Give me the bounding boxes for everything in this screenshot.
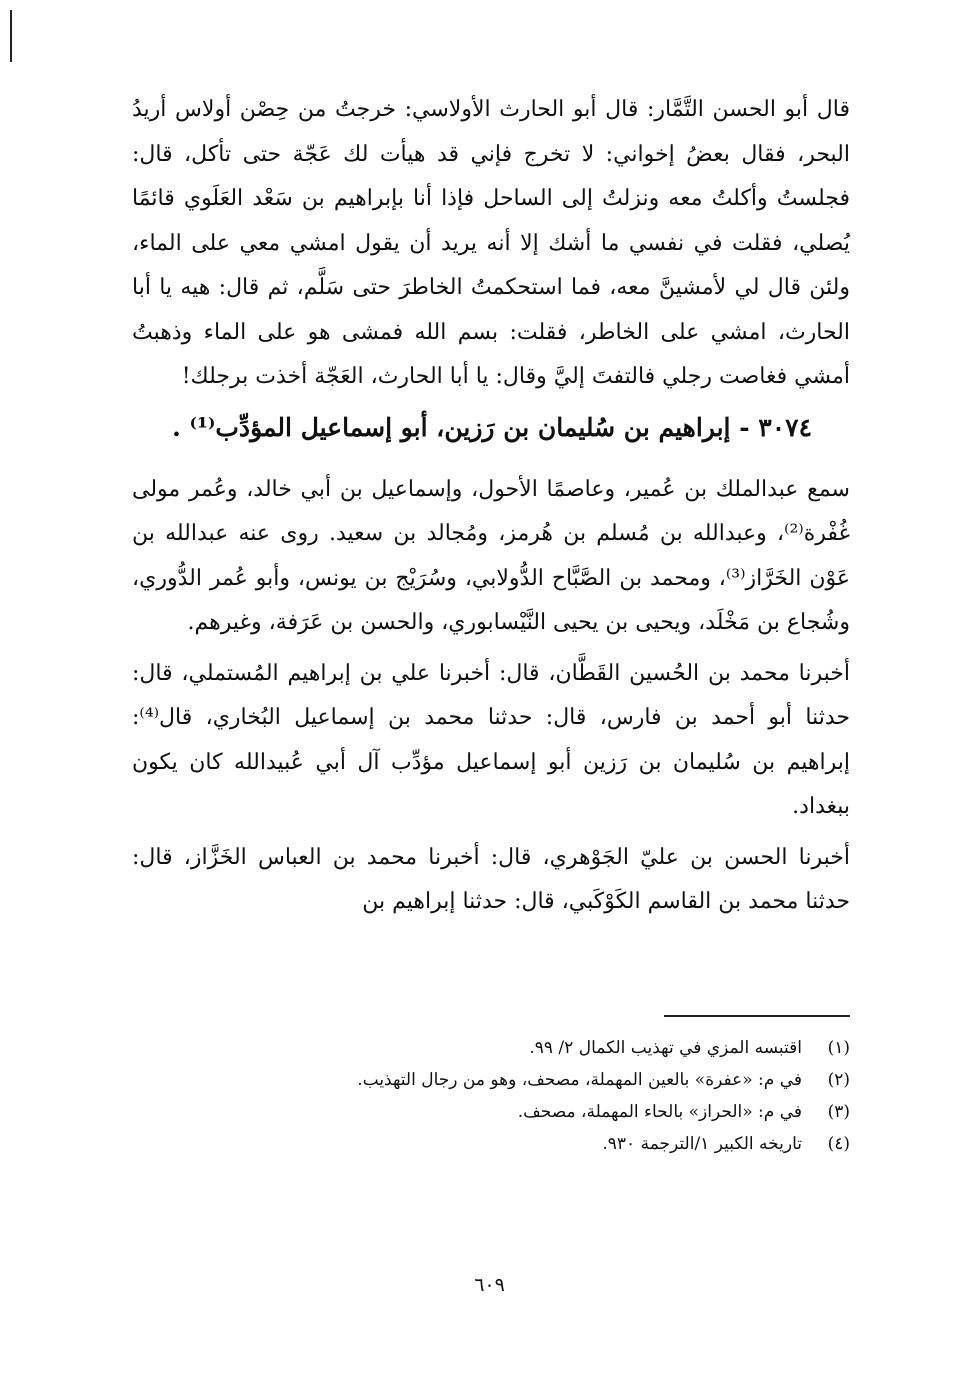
page-number: ٦٠٩ <box>474 1274 505 1296</box>
footnote-number: (٤) <box>827 1134 850 1154</box>
footnote-text: في م: «الحراز» بالحاء المهملة، مصحف. <box>517 1102 802 1122</box>
paragraph-anecdote: قال أبو الحسن التَّمَّار: قال أبو الحارث الأولاسي: خرجتُ من حِصْن أولاس أريدُ البحر، فقال بعضُ إخواني: لا تخرج فإني قد هيأت لك عَجّة حتى تأكل، قال: فجلستُ وأكلتُ معه ونزلتُ إلى الساحل فإذا أنا بإبراهيم بن سَعْد العَلَوي قائمًا يُصلي، فقلت في نفسي ما أشك إلا أنه يريد أن يقول امشي معي على الماء، ولئن قال لي لأمشينَّ معه، فما استحكمتُ الخاطرَ حتى سَلَّم، ثم قال: هيه يا أبا الحارث، امشي على الخاطر، فقلت: بسم الله فمشى هو على الماء وذهبتُ أمشي فغاصت رجلي فالتفتَ إليَّ وقال: يا أبا الحارث، العَجّة أخذت برجلك! <box>132 97 851 389</box>
footnote-text: تاريخه الكبير ١/الترجمة ٩٣٠. <box>602 1134 802 1154</box>
entry-heading: ٣٠٧٤ - إبراهيم بن سُليمان بن رَزين، أبو إسماعيل المؤدِّب⁽¹⁾ . <box>172 412 812 442</box>
footnote-4 <box>200 1128 850 1160</box>
footnote-1 <box>200 1032 850 1064</box>
paragraph-narrators: سمع عبدالملك بن عُمير، وعاصمًا الأحول، وإسماعيل بن أبي خالد، وعُمر مولى غُفْرة⁽²⁾، وعبدالله بن مُسلم بن هُرمز، ومُجالد بن سعيد. روى عنه عبدالله بن عَوْن الخَرَّاز⁽³⁾، ومحمد بن الصَّبَّاح الدُّولابي، وسُرَيْج بن يونس، وأبو عُمر الدُّوري، وشُجاع بن مَخْلَد، ويحيى بن يحيى النَّيْسابوري، والحسن بن عَرَفة، وغيرهم. <box>132 476 850 635</box>
footnote-number: (١) <box>827 1038 850 1058</box>
footnote-text: اقتبسه المزي في تهذيب الكمال ٢/ ٩٩. <box>529 1038 802 1058</box>
footnotes <box>200 1032 850 1160</box>
footnote-3 <box>200 1096 850 1128</box>
paragraph-isnad-1: أخبرنا محمد بن الحُسين القَطَّان، قال: أخبرنا علي بن إبراهيم المُستملي، قال: حدثنا أبو أحمد بن فارس، قال: حدثنا محمد بن إسماعيل البُخاري، قال⁽⁴⁾: إبراهيم بن سُليمان بن رَزين أبو إسماعيل مؤدِّب آل أبي عُبيدالله كان يكون ببغداد. <box>132 660 850 819</box>
footnote-2 <box>200 1064 850 1096</box>
footnote-text: في م: «عفرة» بالعين المهملة، مصحف، وهو من رجال التهذيب. <box>357 1070 802 1090</box>
footnote-divider <box>664 1015 850 1017</box>
scan-margin-mark <box>10 10 12 62</box>
footnote-number: (٢) <box>827 1070 850 1090</box>
paragraph-isnad-2: أخبرنا الحسن بن عليّ الجَوْهري، قال: أخبرنا محمد بن العباس الخَزَّاز، قال: حدثنا محمد بن القاسم الكَوْكَبي، قال: حدثنا إبراهيم بن <box>132 844 850 914</box>
page-body <box>132 88 850 925</box>
footnote-number: (٣) <box>827 1102 850 1122</box>
